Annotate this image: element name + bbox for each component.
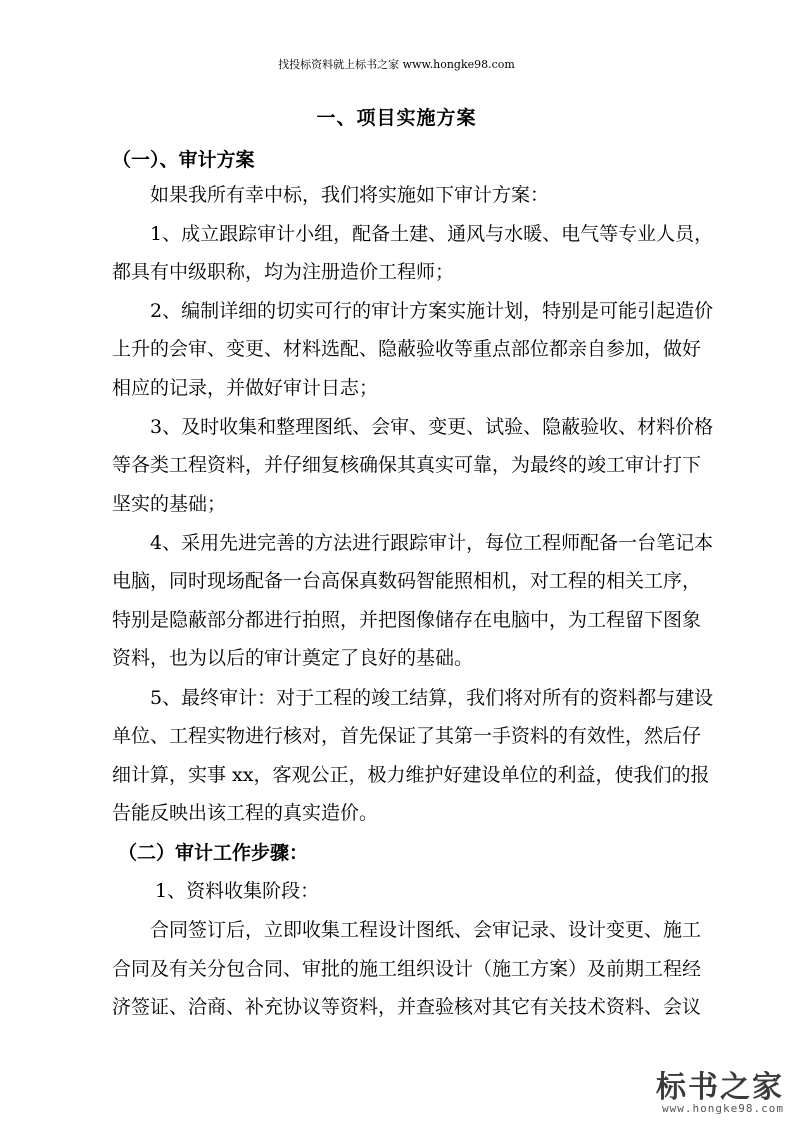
paragraph-line: 3、及时收集和整理图纸、会审、变更、试验、隐蔽验收、材料价格 <box>150 416 714 438</box>
paragraph-line: 资料，也为以后的审计奠定了良好的基础。 <box>112 647 474 669</box>
paragraph-line: 合同签订后，立即收集工程设计图纸、会审记录、设计变更、施工 <box>150 919 702 941</box>
paragraph-line: 特别是隐蔽部分都进行拍照，并把图像储存在电脑中，为工程留下图象 <box>112 609 702 631</box>
paragraph-line: 5、最终审计：对于工程的竣工结算，我们将对所有的资料都与建设 <box>150 687 714 709</box>
logo-text: 标书之家 <box>656 1070 784 1105</box>
paragraph-line: 细计算，实事 xx，客观公正，极力维护好建设单位的利益，使我们的报 <box>112 764 710 786</box>
paragraph-line: 1、成立跟踪审计小组，配备土建、通风与水暖、电气等专业人员， <box>150 223 714 245</box>
paragraph-line: 4、采用先进完善的方法进行跟踪审计，每位工程师配备一台笔记本 <box>150 532 714 554</box>
section-heading: （二）审计工作步骤： <box>118 842 309 864</box>
site-logo <box>650 1058 790 1118</box>
paragraph-line: 告能反映出该工程的真实造价。 <box>112 802 379 824</box>
paragraph-line: 如果我所有幸中标，我们将实施如下审计方案： <box>150 184 550 206</box>
paragraph-line: 合同及有关分包合同、审批的施工组织设计（施工方案）及前期工程经 <box>112 958 702 980</box>
paragraph-line: 上升的会审、变更、材料选配、隐蔽验收等重点部位都亲自参加，做好 <box>112 338 702 360</box>
logo-url: www.hongke98.com <box>662 1102 784 1115</box>
page-header: 找投标资料就上标书之家 www.hongke98.com <box>278 58 515 71</box>
paragraph-line: 等各类工程资料，并仔细复核确保其真实可靠，为最终的竣工审计打下 <box>112 454 702 476</box>
paragraph-line: 电脑，同时现场配备一台高保真数码智能照相机，对工程的相关工序， <box>112 570 702 592</box>
paragraph-line: 坚实的基础； <box>112 493 227 515</box>
section-heading: （一）、审计方案 <box>112 149 255 171</box>
paragraph-line: 都具有中级职称，均为注册造价工程师； <box>112 261 455 283</box>
document-title: 一、项目实施方案 <box>316 107 477 129</box>
paragraph-line: 单位、工程实物进行核对，首先保证了其第一手资料的有效性，然后仔 <box>112 725 702 747</box>
paragraph-line: 1、资料收集阶段： <box>155 880 320 902</box>
paragraph-line: 济签证、洽商、补充协议等资料，并查验核对其它有关技术资料、会议 <box>112 996 702 1018</box>
paragraph-line: 相应的记录，并做好审计日志； <box>112 377 379 399</box>
paragraph-line: 2、编制详细的切实可行的审计方案实施计划，特别是可能引起造价 <box>150 300 714 322</box>
